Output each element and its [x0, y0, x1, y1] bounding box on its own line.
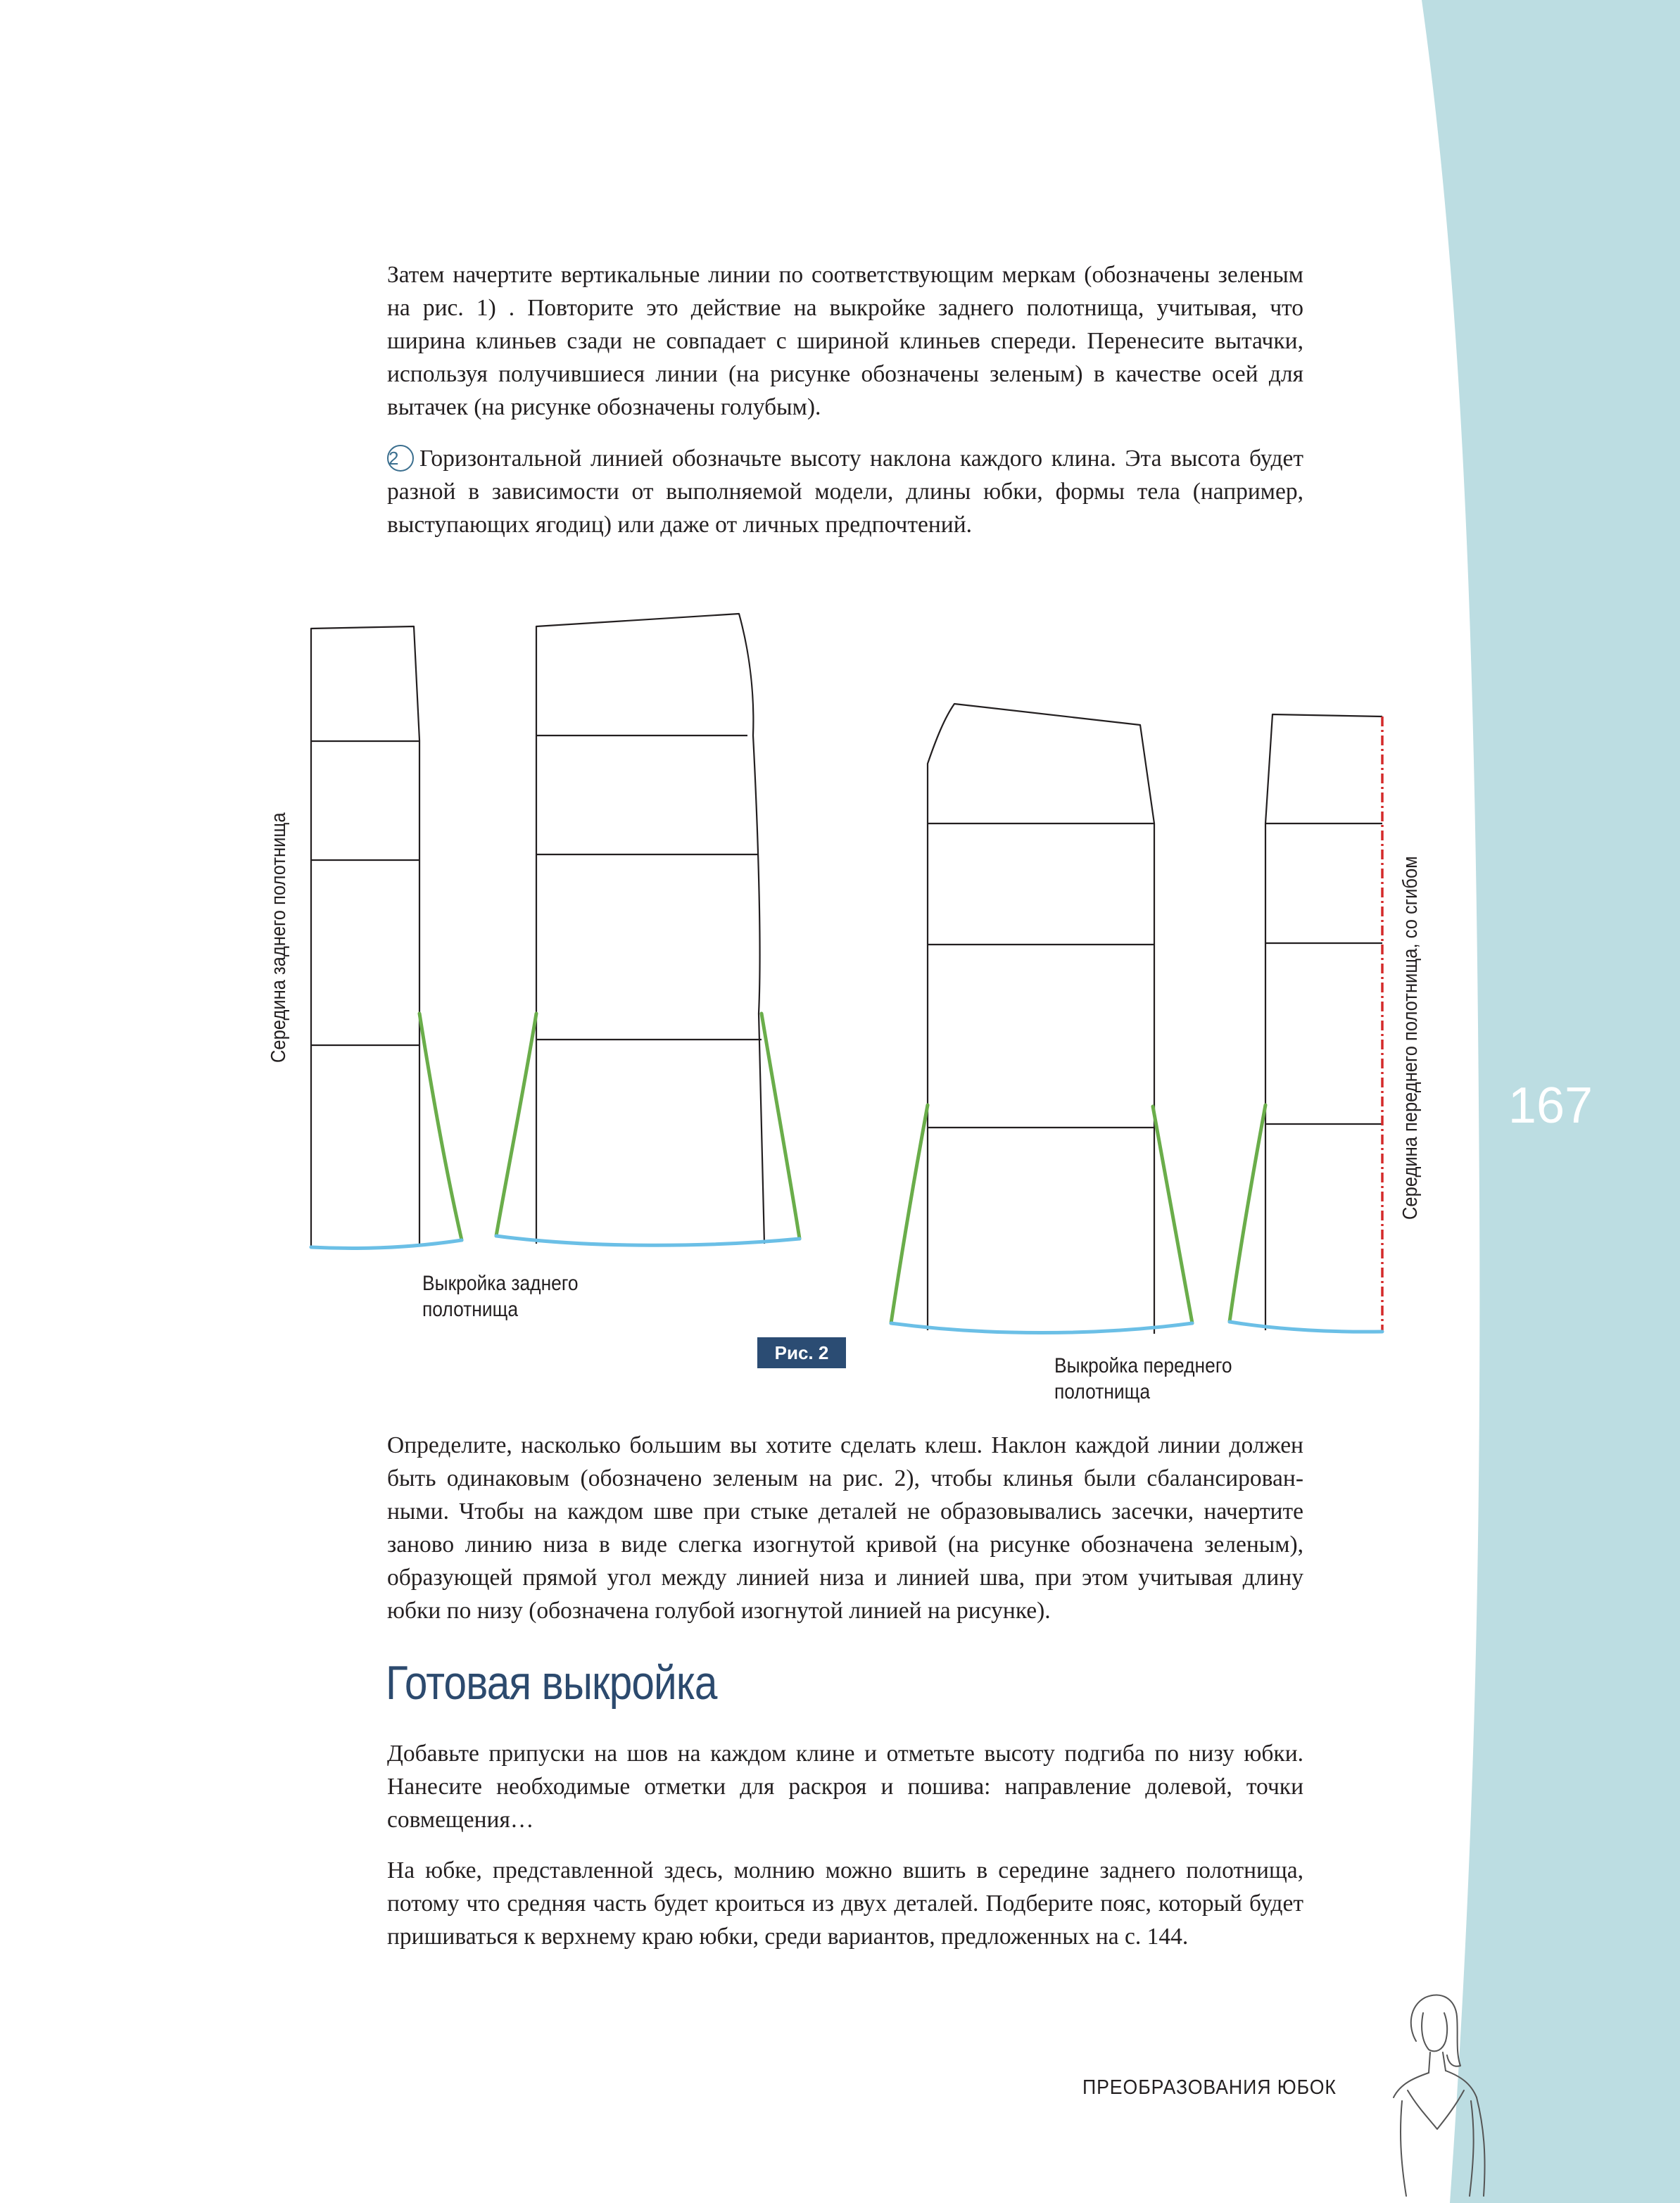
hem-curve-front-1	[891, 1323, 1192, 1333]
front-panel-2-outline	[1265, 714, 1382, 1330]
hem-curve-front-2	[1230, 1322, 1382, 1332]
back-panel-caption-line-2: полотнища	[422, 1298, 519, 1321]
figure-badge: Рис. 2	[757, 1337, 846, 1368]
illustration-body	[1401, 2101, 1474, 2196]
section-heading: Готовая выкройка	[386, 1656, 717, 1710]
woman-illustration	[1358, 1985, 1499, 2203]
hem-curve-back-2	[496, 1236, 800, 1245]
front-panel-caption-line-1: Выкройка переднего	[1054, 1354, 1232, 1377]
illustration-neck	[1429, 2052, 1446, 2073]
paragraph-2-text: Горизонтальной линией обозначьте высоту наклона каждого клина. Эта высота будет разной в зависимости от выполняемой модели, длины юбки, формы тела (например, выступающих ягодиц) или даже от личных предпочтений.	[387, 446, 1303, 538]
illustration-top	[1408, 2090, 1464, 2129]
illustration-face	[1422, 2013, 1447, 2051]
illustration-arm	[1477, 2097, 1485, 2196]
back-panel-1-outline	[311, 626, 419, 1246]
center-front-fold-label: Середина переднего полотнища, со сгибом	[1399, 856, 1422, 1220]
hem-curve-back-1	[311, 1240, 462, 1249]
page-number: 167	[1508, 1078, 1593, 1134]
flare-line-back-2-right	[762, 1014, 800, 1239]
front-panel-caption	[1054, 1353, 1232, 1405]
front-panel-caption-line-2: полотнища	[1054, 1380, 1151, 1403]
back-panel-caption-line-1: Выкройка заднего	[422, 1272, 579, 1295]
flare-line-front-2	[1230, 1105, 1265, 1322]
paragraph-1: Затем начертите вертикальные линии по соответствующим меркам (обозначены зеленым на рис. 1) . Повторите это действие на выкройке заднего полотнища, учитывая, что ширина клиньев сзади не совпадает с шириной клиньев спереди. Перенесите вытачки, используя получившиеся линии (на рисунке обозначены зеленым) в качестве осей для вытачек (на рисунке обозначены голубым).	[387, 262, 1303, 420]
back-panel-2-outline	[536, 614, 764, 1244]
paragraph-2	[387, 442, 1303, 541]
paragraph-3: Определите, насколько большим вы хотите сделать клеш. Наклон каждой линии должен быть одинаковым (обозначено зеленым на рис. 2), чтобы клинья были сбалансированными. Чтобы на каждом шве при стыке деталей не образовывались засечки, начертите заново линию низа в виде слегка изогнутой кривой (на рисунке обозначена зеленым), образующей прямой угол между линией низа и линией шва, при этом учитывая длину юбки по низу (обозначена голубой изогнутой линией на рисунке).	[387, 1432, 1303, 1624]
paragraph-4: Добавьте припуски на шов на каждом клине и отметьте высоту подгиба по низу юбки. Нанесите необходимые отметки для раскроя и пошива: направление долевой, точки совмещения…	[387, 1741, 1303, 1833]
flare-line-back-2-left	[496, 1014, 536, 1236]
step-number-badge: 2	[387, 445, 414, 472]
flare-line-back-1	[419, 1014, 462, 1240]
center-back-label: Середина заднего полотнища	[267, 812, 290, 1063]
back-panel-caption	[422, 1270, 579, 1323]
footer-section-title: ПРЕОБРАЗОВАНИЯ ЮБОК	[1082, 2076, 1337, 2099]
front-panel-1-outline	[928, 704, 1154, 1334]
flare-line-front-1-right	[1153, 1106, 1192, 1323]
illustration-hair	[1411, 1995, 1460, 2066]
illustration-shoulders	[1394, 2071, 1477, 2097]
flare-line-front-1-left	[891, 1105, 928, 1323]
paragraph-5: На юбке, представленной здесь, молнию можно вшить в середине заднего полотнища, потому что средняя часть будет кроиться из двух деталей. Подберите пояс, который будет пришиваться к верхнему краю юбки, среди вариантов, предложенных на с. 144.	[387, 1857, 1303, 1950]
